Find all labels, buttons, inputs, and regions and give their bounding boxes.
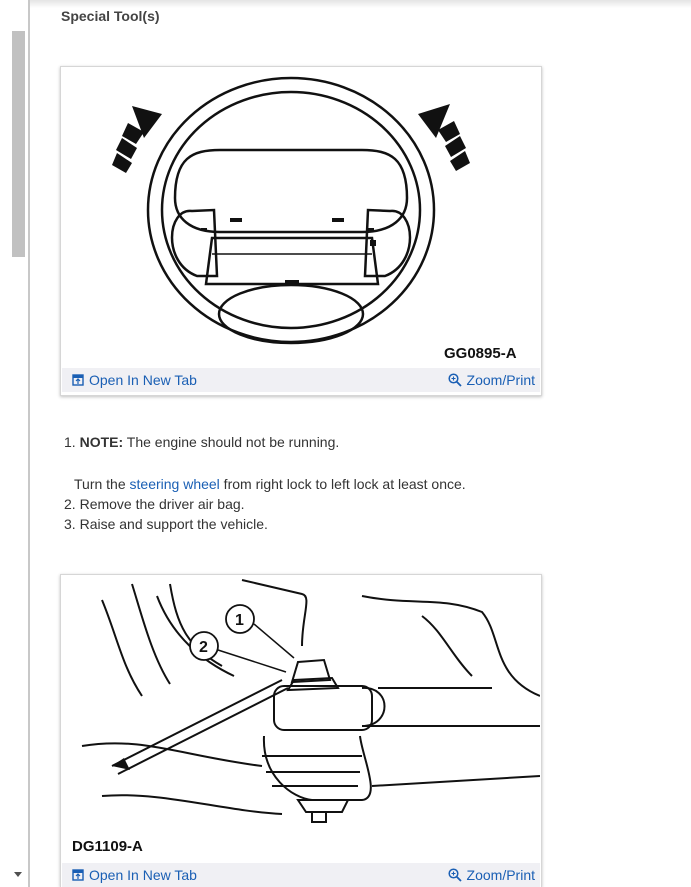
steering-wheel-illustration — [62, 68, 540, 368]
scroll-thumb[interactable] — [12, 31, 25, 257]
open-new-tab-icon — [72, 869, 84, 881]
steering-wheel-link[interactable]: steering wheel — [129, 476, 220, 492]
open-new-tab-link[interactable] — [72, 867, 197, 883]
open-new-tab-label: Open In New Tab — [89, 372, 197, 388]
step-1-instruction — [74, 476, 466, 492]
step-number: 1. — [64, 434, 76, 450]
figure-label: DG1109-A — [72, 838, 143, 855]
instruction-text-end: from right lock to left lock at least once. — [219, 476, 466, 492]
figure-toolbar — [62, 863, 540, 887]
instruction-text-start: Turn the — [74, 476, 130, 492]
step-number: 2. — [64, 496, 76, 512]
callout-1: 1 — [235, 612, 244, 629]
scrollbar[interactable] — [0, 0, 30, 887]
step-1 — [64, 434, 339, 450]
magnify-icon — [448, 373, 462, 387]
open-new-tab-label: Open In New Tab — [89, 867, 197, 883]
step-3 — [64, 516, 268, 532]
figure-label: GG0895-A — [444, 345, 517, 362]
open-new-tab-icon — [72, 374, 84, 386]
zoom-print-link[interactable] — [448, 372, 535, 388]
note-label: NOTE: — [79, 434, 124, 450]
tie-rod-illustration — [62, 576, 540, 864]
magnify-icon — [448, 868, 462, 882]
zoom-print-label: Zoom/Print — [466, 867, 535, 883]
section-title: Special Tool(s) — [61, 8, 160, 24]
note-text: The engine should not be running. — [123, 434, 340, 450]
scroll-down-arrow-icon[interactable] — [14, 872, 22, 877]
step-2 — [64, 496, 245, 512]
step-text: Raise and support the vehicle. — [75, 516, 268, 532]
open-new-tab-link[interactable] — [72, 372, 197, 388]
top-shadow — [30, 0, 691, 8]
zoom-print-link[interactable] — [448, 867, 535, 883]
figure-toolbar — [62, 368, 540, 392]
zoom-print-label: Zoom/Print — [466, 372, 535, 388]
callout-2: 2 — [199, 639, 208, 656]
figure-tie-rod — [60, 574, 542, 887]
step-text: Remove the driver air bag. — [75, 496, 245, 512]
step-number: 3. — [64, 516, 76, 532]
figure-steering-wheel — [60, 66, 542, 396]
